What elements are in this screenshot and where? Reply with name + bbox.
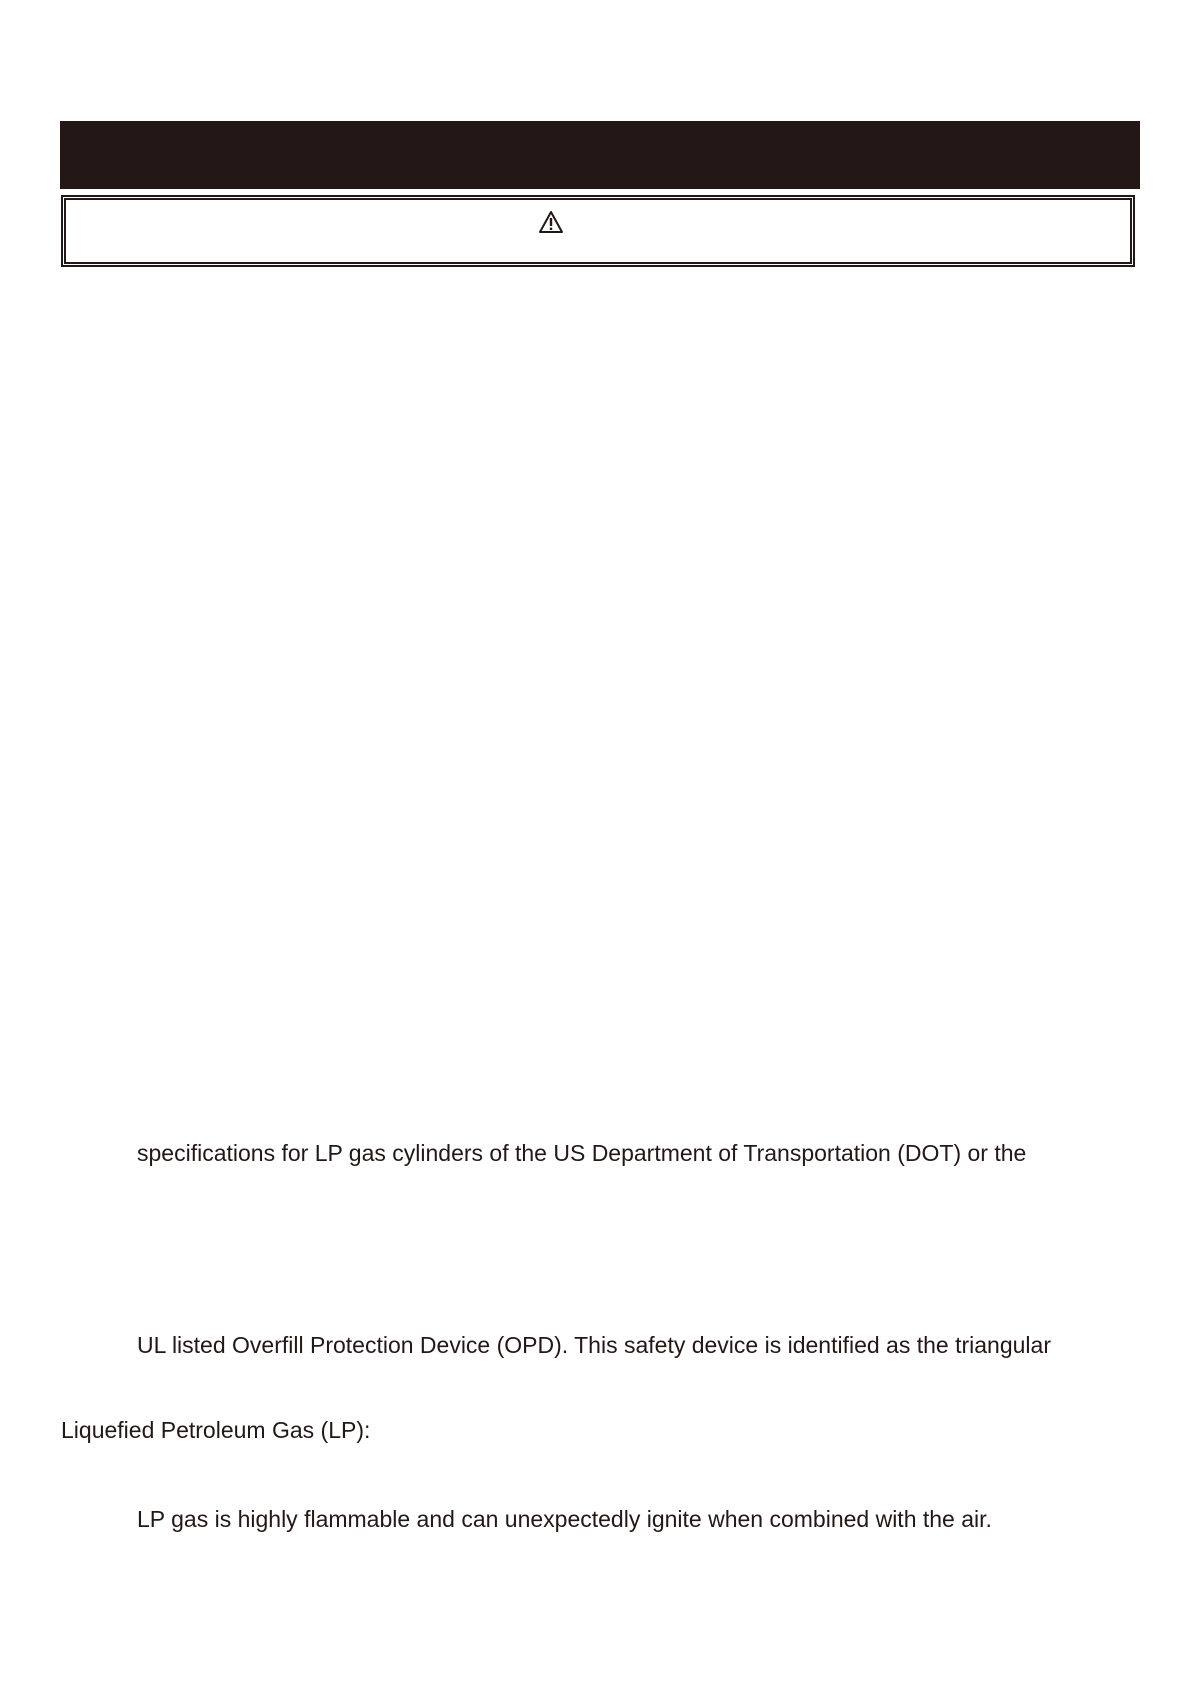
lp-gas-heading: Liquefied Petroleum Gas (LP): bbox=[61, 1417, 371, 1443]
warning-triangle-icon bbox=[538, 210, 564, 234]
warning-box bbox=[61, 195, 1135, 267]
body-text-flammable: LP gas is highly flammable and can unexpectedly ignite when combined with the air. bbox=[137, 1506, 992, 1532]
body-text-opd: UL listed Overfill Protection Device (OPD). This safety device is identified as the triangular bbox=[137, 1332, 1051, 1358]
section-header-bar bbox=[60, 121, 1140, 189]
body-text-dot-specs: specifications for LP gas cylinders of the US Department of Transportation (DOT) or the bbox=[137, 1140, 1027, 1166]
